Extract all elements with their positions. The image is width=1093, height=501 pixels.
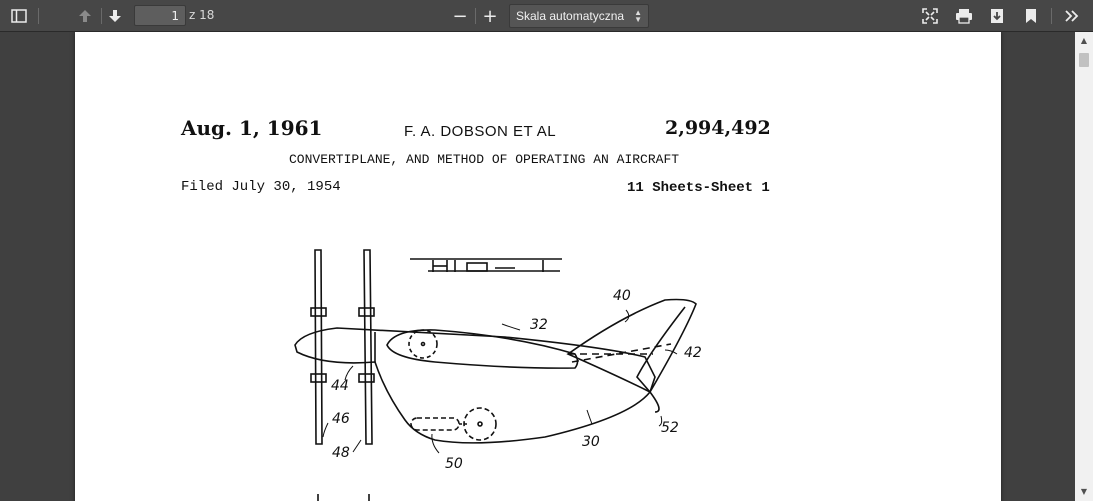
toolbar-separator <box>101 8 102 24</box>
patent-date: Aug. 1, 1961 <box>181 116 323 140</box>
previous-page-icon[interactable] <box>75 6 95 26</box>
figure-label-46: 46 <box>332 411 350 427</box>
tail-fin <box>568 300 696 393</box>
toolbar-separator <box>475 8 476 24</box>
minus-icon: − <box>452 5 468 27</box>
figure-label-50: 50 <box>445 456 463 472</box>
patent-sheet-count: 11 Sheets-Sheet 1 <box>627 180 770 196</box>
sidebar-toggle-icon[interactable] <box>9 6 29 26</box>
viewer-toolbar <box>0 0 1093 32</box>
scale-select-value: Skala automatyczna <box>516 9 625 23</box>
download-icon[interactable] <box>987 6 1007 26</box>
figure-label-40: 40 <box>613 288 631 304</box>
pdf-page <box>75 32 1001 501</box>
presentation-mode-icon[interactable] <box>920 6 940 26</box>
toolbar-separator <box>38 8 39 24</box>
patent-title: CONVERTIPLANE, AND METHOD OF OPERATING AN AIRCRAFT <box>289 152 680 167</box>
zoom-in-button[interactable] <box>480 6 500 26</box>
toolbar-separator <box>1051 8 1052 24</box>
vertical-scrollbar[interactable] <box>1075 32 1093 501</box>
next-figure-fragment <box>318 494 369 501</box>
scale-select[interactable] <box>509 4 649 28</box>
plus-icon: + <box>482 5 498 27</box>
patent-inventor: F. A. DOBSON ET AL <box>404 123 557 140</box>
figure-heading-logotype <box>410 259 562 272</box>
document-viewer[interactable] <box>0 32 1075 501</box>
bookmark-icon[interactable] <box>1021 6 1041 26</box>
figure-label-32: 32 <box>530 317 548 333</box>
zoom-out-button[interactable] <box>450 6 470 26</box>
scroll-down-icon[interactable]: ▼ <box>1080 486 1088 496</box>
figure-label-44: 44 <box>331 378 349 394</box>
patent-filed-date: Filed July 30, 1954 <box>181 179 341 195</box>
figure-label-52: 52 <box>661 420 679 436</box>
propeller-rear <box>359 250 374 444</box>
next-page-icon[interactable] <box>105 6 125 26</box>
figure-label-48: 48 <box>332 445 350 461</box>
tools-icon[interactable] <box>1062 6 1082 26</box>
propeller-front <box>311 250 326 444</box>
aircraft-drawing <box>75 32 1001 501</box>
patent-number: 2,994,492 <box>665 117 771 139</box>
figure-label-30: 30 <box>582 434 600 450</box>
figure-label-42: 42 <box>684 345 702 361</box>
print-icon[interactable] <box>954 6 974 26</box>
page-count-label: z 18 <box>189 8 215 22</box>
page-number-input[interactable] <box>134 5 186 26</box>
select-caret-icon: ▲ ▼ <box>634 8 642 24</box>
scroll-up-icon[interactable]: ▲ <box>1080 35 1088 45</box>
scrollbar-thumb[interactable] <box>1079 53 1089 67</box>
